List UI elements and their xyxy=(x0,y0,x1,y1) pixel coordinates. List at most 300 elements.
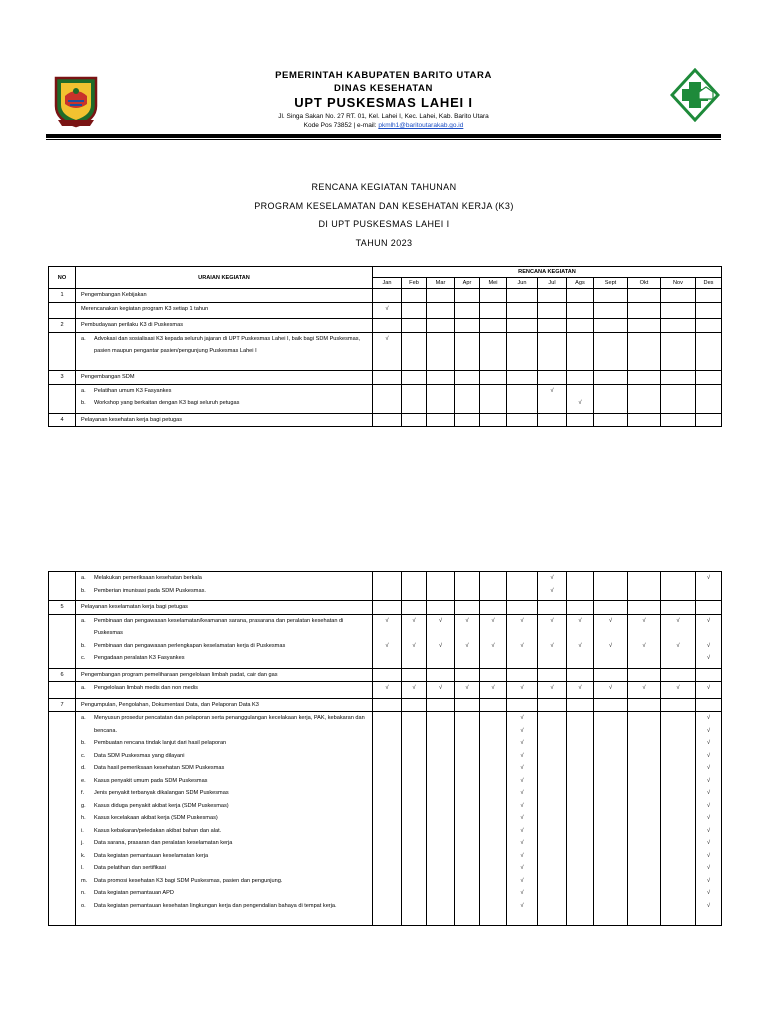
row-description xyxy=(76,371,373,385)
month-cell xyxy=(480,572,507,601)
check-empty xyxy=(567,900,593,913)
month-cell xyxy=(567,698,594,712)
check-mark: √ xyxy=(706,777,711,784)
activity-item xyxy=(81,775,372,788)
check-empty xyxy=(480,800,506,813)
month-cell xyxy=(594,682,628,699)
row-description xyxy=(76,682,373,699)
check-empty xyxy=(427,627,454,640)
check-empty xyxy=(455,787,479,800)
postal-code: Kode Pos 73852 | e-mail: xyxy=(303,122,377,129)
month-cell xyxy=(373,614,402,668)
check-empty xyxy=(661,627,695,640)
month-cell xyxy=(696,384,722,413)
check-empty xyxy=(507,345,537,358)
activity-item xyxy=(81,800,372,813)
month-cell xyxy=(373,601,402,615)
month-cell xyxy=(507,712,538,926)
check-empty xyxy=(402,837,426,850)
check-empty xyxy=(402,652,426,665)
activity-item xyxy=(81,887,372,900)
month-cell xyxy=(628,682,661,699)
check-empty xyxy=(538,762,566,775)
check-empty xyxy=(538,875,566,888)
check-empty xyxy=(427,750,454,763)
section-row xyxy=(49,413,722,427)
month-cell xyxy=(538,682,567,699)
check-empty xyxy=(373,837,401,850)
check-empty xyxy=(455,652,479,665)
check-mark: √ xyxy=(706,902,711,909)
check-empty xyxy=(480,862,506,875)
check-empty xyxy=(594,862,627,875)
item-letter: k. xyxy=(81,852,86,859)
check-empty xyxy=(402,572,426,585)
month-cell xyxy=(567,384,594,413)
check-mark: √ xyxy=(706,790,711,796)
check-empty xyxy=(661,725,695,738)
check-empty xyxy=(373,585,401,598)
check-empty xyxy=(628,737,660,750)
item-letter: o. xyxy=(81,902,86,909)
check-empty xyxy=(427,862,454,875)
month-cell xyxy=(696,614,722,668)
check-mark: √ xyxy=(520,765,524,771)
item-text: Pembinaan dan pengawasan perlengkapan keselamatan kerja di Puskesmas xyxy=(94,642,286,649)
check-empty xyxy=(373,652,401,665)
check-empty xyxy=(538,775,566,788)
item-text: Data sarana, prasaran dan peralatan keselamatan kerja xyxy=(94,840,233,846)
check-empty xyxy=(507,652,537,665)
month-cell xyxy=(628,319,661,333)
row-number xyxy=(49,682,76,699)
month-cell xyxy=(507,332,538,371)
month-cell xyxy=(427,302,455,319)
check-empty xyxy=(661,887,695,900)
month-cell xyxy=(661,319,696,333)
check-mark: √ xyxy=(706,852,711,859)
check-empty xyxy=(427,875,454,888)
month-cell xyxy=(480,712,507,926)
check-empty xyxy=(402,812,426,825)
check-empty xyxy=(402,900,426,913)
section-row xyxy=(49,371,722,385)
check-mark: √ xyxy=(706,815,711,821)
check-empty xyxy=(538,850,566,863)
check-mark: √ xyxy=(520,715,524,721)
activity-item xyxy=(81,750,372,763)
month-cell xyxy=(480,682,507,699)
check-empty xyxy=(427,397,454,410)
month-cell xyxy=(455,319,480,333)
check-mark: √ xyxy=(520,865,524,871)
check-empty xyxy=(696,397,721,410)
institution-name: UPT PUSKESMAS LAHEI I xyxy=(294,95,473,110)
month-cell xyxy=(402,682,427,699)
check-mark: √ xyxy=(465,617,469,624)
month-cell xyxy=(455,682,480,699)
row-number xyxy=(49,572,76,601)
month-cell xyxy=(507,384,538,413)
check-mark: √ xyxy=(706,685,711,691)
check-mark: √ xyxy=(706,827,711,834)
check-empty xyxy=(538,912,566,925)
check-mark: √ xyxy=(706,865,711,871)
table-row xyxy=(49,302,722,319)
item-text: Advokasi dan sosialisasi K3 kepada seluruh jajaran di UPT Puskesmas Lahei I, baik bagi SDM Puskesmas, pasien maupun pengantar pasien/pengunjung Puskesmas Lahei I xyxy=(94,335,361,354)
month-cell xyxy=(594,614,628,668)
month-cell xyxy=(480,413,507,427)
check-mark: √ xyxy=(676,617,680,624)
check-empty xyxy=(402,303,426,316)
month-cell xyxy=(594,413,628,427)
check-empty xyxy=(567,875,593,888)
check-empty xyxy=(507,397,537,410)
month-cell xyxy=(480,302,507,319)
check-empty xyxy=(567,750,593,763)
month-cell xyxy=(538,601,567,615)
month-cell xyxy=(538,712,567,926)
month-cell xyxy=(373,572,402,601)
check-empty xyxy=(480,712,506,725)
item-text: Menyusun prosedur pencatatan dan pelaporan serta penanggulangan kecelakaan kerja, PAK, kebakaran dan bencana. xyxy=(94,715,365,734)
row-number: 7 xyxy=(49,698,76,712)
check-mark: √ xyxy=(438,617,443,624)
month-cell xyxy=(696,572,722,601)
month-cell xyxy=(594,371,628,385)
check-empty xyxy=(480,585,506,598)
item-text: Data pelatihan dan sertifikasi xyxy=(94,865,166,871)
address: Jl. Singa Sakan No. 27 RT. 01, Kel. Lahei I, Kec. Lahei, Kab. Barito Utara xyxy=(278,113,489,120)
letterhead-text xyxy=(106,70,661,129)
check-empty xyxy=(628,875,660,888)
month-cell xyxy=(480,698,507,712)
check-empty xyxy=(594,912,627,925)
check-empty xyxy=(480,358,506,371)
check-empty xyxy=(427,345,454,358)
check-empty xyxy=(661,775,695,788)
month-cell xyxy=(567,371,594,385)
barito-utara-emblem-icon xyxy=(52,74,100,128)
check-empty xyxy=(427,812,454,825)
check-empty xyxy=(427,585,454,598)
check-mark: √ xyxy=(520,815,524,821)
month-cell xyxy=(567,668,594,682)
check-mark: √ xyxy=(706,727,711,734)
check-empty xyxy=(538,397,566,410)
check-mark: √ xyxy=(550,387,554,394)
check-empty xyxy=(661,787,695,800)
check-empty xyxy=(567,652,593,665)
section-row xyxy=(49,601,722,615)
table-row xyxy=(49,614,722,668)
month-cell xyxy=(696,712,722,926)
check-empty xyxy=(538,837,566,850)
check-empty xyxy=(567,837,593,850)
month-cell xyxy=(455,668,480,682)
check-empty xyxy=(661,837,695,850)
check-empty xyxy=(567,572,593,585)
month-header: Okt xyxy=(628,278,661,289)
month-cell xyxy=(567,413,594,427)
check-mark: √ xyxy=(706,655,711,661)
check-empty xyxy=(594,627,627,640)
check-empty xyxy=(628,912,660,925)
header-plan: RENCANA KEGIATAN xyxy=(373,267,722,278)
month-cell xyxy=(402,601,427,615)
check-empty xyxy=(567,812,593,825)
header-no: NO xyxy=(49,267,76,289)
check-empty xyxy=(628,385,660,398)
activity-item xyxy=(81,385,372,398)
check-mark: √ xyxy=(578,642,582,649)
month-cell xyxy=(594,668,628,682)
month-cell xyxy=(594,289,628,303)
month-cell xyxy=(661,682,696,699)
check-empty xyxy=(661,737,695,750)
check-empty xyxy=(594,762,627,775)
check-mark: √ xyxy=(491,617,495,624)
month-cell xyxy=(661,614,696,668)
check-empty xyxy=(594,345,627,358)
check-empty xyxy=(696,585,721,598)
check-empty xyxy=(507,385,537,398)
check-empty xyxy=(480,627,506,640)
check-empty xyxy=(507,627,537,640)
check-mark: √ xyxy=(706,840,711,846)
month-header: Apr xyxy=(455,278,480,289)
check-empty xyxy=(628,358,660,371)
month-cell xyxy=(661,302,696,319)
item-text: Data SDM Puskesmas yang dilayani xyxy=(94,752,185,759)
section-title: Pelayanan kesehatan kerja bagi petugas xyxy=(81,416,183,423)
month-cell xyxy=(538,668,567,682)
item-text: Merencanakan kegiatan program K3 setiap 1 tahun xyxy=(81,305,209,312)
check-empty xyxy=(628,397,660,410)
check-empty xyxy=(480,875,506,888)
check-empty xyxy=(538,358,566,371)
check-mark: √ xyxy=(385,685,389,691)
check-empty xyxy=(402,887,426,900)
check-empty xyxy=(661,345,695,358)
month-cell xyxy=(628,712,661,926)
row-description xyxy=(76,668,373,682)
month-cell xyxy=(567,302,594,319)
month-cell xyxy=(567,572,594,601)
item-letter: b. xyxy=(81,587,86,594)
table-row xyxy=(49,712,722,926)
month-cell xyxy=(538,319,567,333)
month-cell xyxy=(402,332,427,371)
month-header: Jan xyxy=(373,278,402,289)
check-mark: √ xyxy=(520,877,524,884)
check-empty xyxy=(507,303,537,316)
row-description xyxy=(76,698,373,712)
check-empty xyxy=(480,850,506,863)
check-empty xyxy=(594,397,627,410)
check-empty xyxy=(567,385,593,398)
check-empty xyxy=(538,862,566,875)
check-empty xyxy=(628,825,660,838)
check-empty xyxy=(661,862,695,875)
month-cell xyxy=(594,712,628,926)
check-empty xyxy=(594,725,627,738)
check-empty xyxy=(567,627,593,640)
check-empty xyxy=(567,775,593,788)
check-empty xyxy=(507,585,537,598)
check-empty xyxy=(455,397,479,410)
month-cell xyxy=(480,319,507,333)
check-empty xyxy=(455,850,479,863)
check-empty xyxy=(480,572,506,585)
check-mark: √ xyxy=(385,642,389,649)
check-mark: √ xyxy=(706,642,711,649)
item-text: Data kegiatan pemantauan APD xyxy=(94,890,174,896)
check-empty xyxy=(480,837,506,850)
check-empty xyxy=(402,762,426,775)
month-cell xyxy=(373,384,402,413)
item-letter: f. xyxy=(81,790,85,796)
month-cell xyxy=(538,698,567,712)
postal-email-line xyxy=(106,122,661,129)
check-empty xyxy=(628,750,660,763)
section-title: Pengumpulan, Pengolahan, Dokumentasi Data, dan Pelaporan Data K3 xyxy=(81,701,259,708)
check-empty xyxy=(538,652,566,665)
month-cell xyxy=(427,289,455,303)
month-cell xyxy=(402,614,427,668)
row-description xyxy=(76,302,373,319)
month-cell xyxy=(427,614,455,668)
check-empty xyxy=(455,627,479,640)
check-empty xyxy=(402,750,426,763)
check-empty xyxy=(567,825,593,838)
check-empty xyxy=(373,750,401,763)
check-empty xyxy=(402,737,426,750)
check-empty xyxy=(427,303,454,316)
check-empty xyxy=(567,358,593,371)
activity-item xyxy=(81,652,372,665)
month-cell xyxy=(594,384,628,413)
month-header: Feb xyxy=(402,278,427,289)
check-empty xyxy=(402,800,426,813)
check-empty xyxy=(567,787,593,800)
check-empty xyxy=(427,385,454,398)
activity-item xyxy=(81,615,372,640)
check-mark: √ xyxy=(706,575,711,581)
month-cell xyxy=(427,712,455,926)
row-number xyxy=(49,614,76,668)
row-description xyxy=(76,332,373,371)
check-empty xyxy=(696,333,721,346)
row-description xyxy=(76,712,373,926)
month-cell xyxy=(696,371,722,385)
check-empty xyxy=(661,572,695,585)
check-empty xyxy=(594,750,627,763)
check-empty xyxy=(628,572,660,585)
check-empty xyxy=(567,712,593,725)
check-empty xyxy=(661,397,695,410)
month-cell xyxy=(594,319,628,333)
check-empty xyxy=(696,303,721,316)
check-empty xyxy=(373,900,401,913)
puskesmas-logo-icon xyxy=(670,68,720,122)
item-letter: d. xyxy=(81,765,86,771)
check-empty xyxy=(628,345,660,358)
letterhead xyxy=(46,64,721,142)
check-empty xyxy=(455,750,479,763)
check-empty xyxy=(402,358,426,371)
month-cell xyxy=(507,289,538,303)
month-cell xyxy=(594,572,628,601)
month-cell xyxy=(696,332,722,371)
item-letter: a. xyxy=(81,387,86,394)
month-cell xyxy=(373,302,402,319)
check-empty xyxy=(594,875,627,888)
email-link[interactable]: pkmlh1@baritoutarakab.go.id xyxy=(378,122,464,129)
table-row xyxy=(49,384,722,413)
month-cell xyxy=(661,413,696,427)
check-empty xyxy=(480,762,506,775)
check-mark: √ xyxy=(676,685,680,691)
row-number: 4 xyxy=(49,413,76,427)
month-cell xyxy=(455,698,480,712)
title-line-3: DI UPT PUSKESMAS LAHEI I xyxy=(318,219,450,229)
title-line-1: RENCANA KEGIATAN TAHUNAN xyxy=(311,182,457,192)
month-cell xyxy=(696,302,722,319)
month-cell xyxy=(538,384,567,413)
check-mark: √ xyxy=(520,827,524,834)
month-cell xyxy=(427,413,455,427)
month-cell xyxy=(402,712,427,926)
check-empty xyxy=(594,775,627,788)
check-empty xyxy=(373,850,401,863)
check-empty xyxy=(427,333,454,346)
check-mark: √ xyxy=(706,890,711,896)
check-empty xyxy=(628,585,660,598)
check-empty xyxy=(455,358,479,371)
month-cell xyxy=(402,384,427,413)
check-mark: √ xyxy=(438,642,443,649)
check-mark: √ xyxy=(642,642,646,649)
item-text: Data hasil pemeriksaan kesehatan SDM Puskesmas xyxy=(94,765,225,771)
item-letter: j. xyxy=(81,840,84,846)
check-mark: √ xyxy=(706,877,711,884)
check-empty xyxy=(480,333,506,346)
check-empty xyxy=(427,912,454,925)
activity-item xyxy=(81,862,372,875)
month-cell xyxy=(661,601,696,615)
check-empty xyxy=(594,737,627,750)
check-empty xyxy=(373,712,401,725)
check-empty xyxy=(373,875,401,888)
check-empty xyxy=(373,737,401,750)
row-description xyxy=(76,319,373,333)
item-text: Data promosi kesehatan K3 bagi SDM Puskesmas, pasien dan pengunjung. xyxy=(94,877,283,884)
month-cell xyxy=(696,319,722,333)
month-cell xyxy=(427,371,455,385)
check-empty xyxy=(696,912,721,925)
month-cell xyxy=(538,302,567,319)
check-empty xyxy=(455,385,479,398)
check-empty xyxy=(628,900,660,913)
check-empty xyxy=(538,737,566,750)
month-cell xyxy=(507,302,538,319)
month-cell xyxy=(480,384,507,413)
check-empty xyxy=(567,725,593,738)
check-empty xyxy=(480,775,506,788)
letterhead-rule-thick xyxy=(46,134,721,138)
check-empty xyxy=(661,303,695,316)
